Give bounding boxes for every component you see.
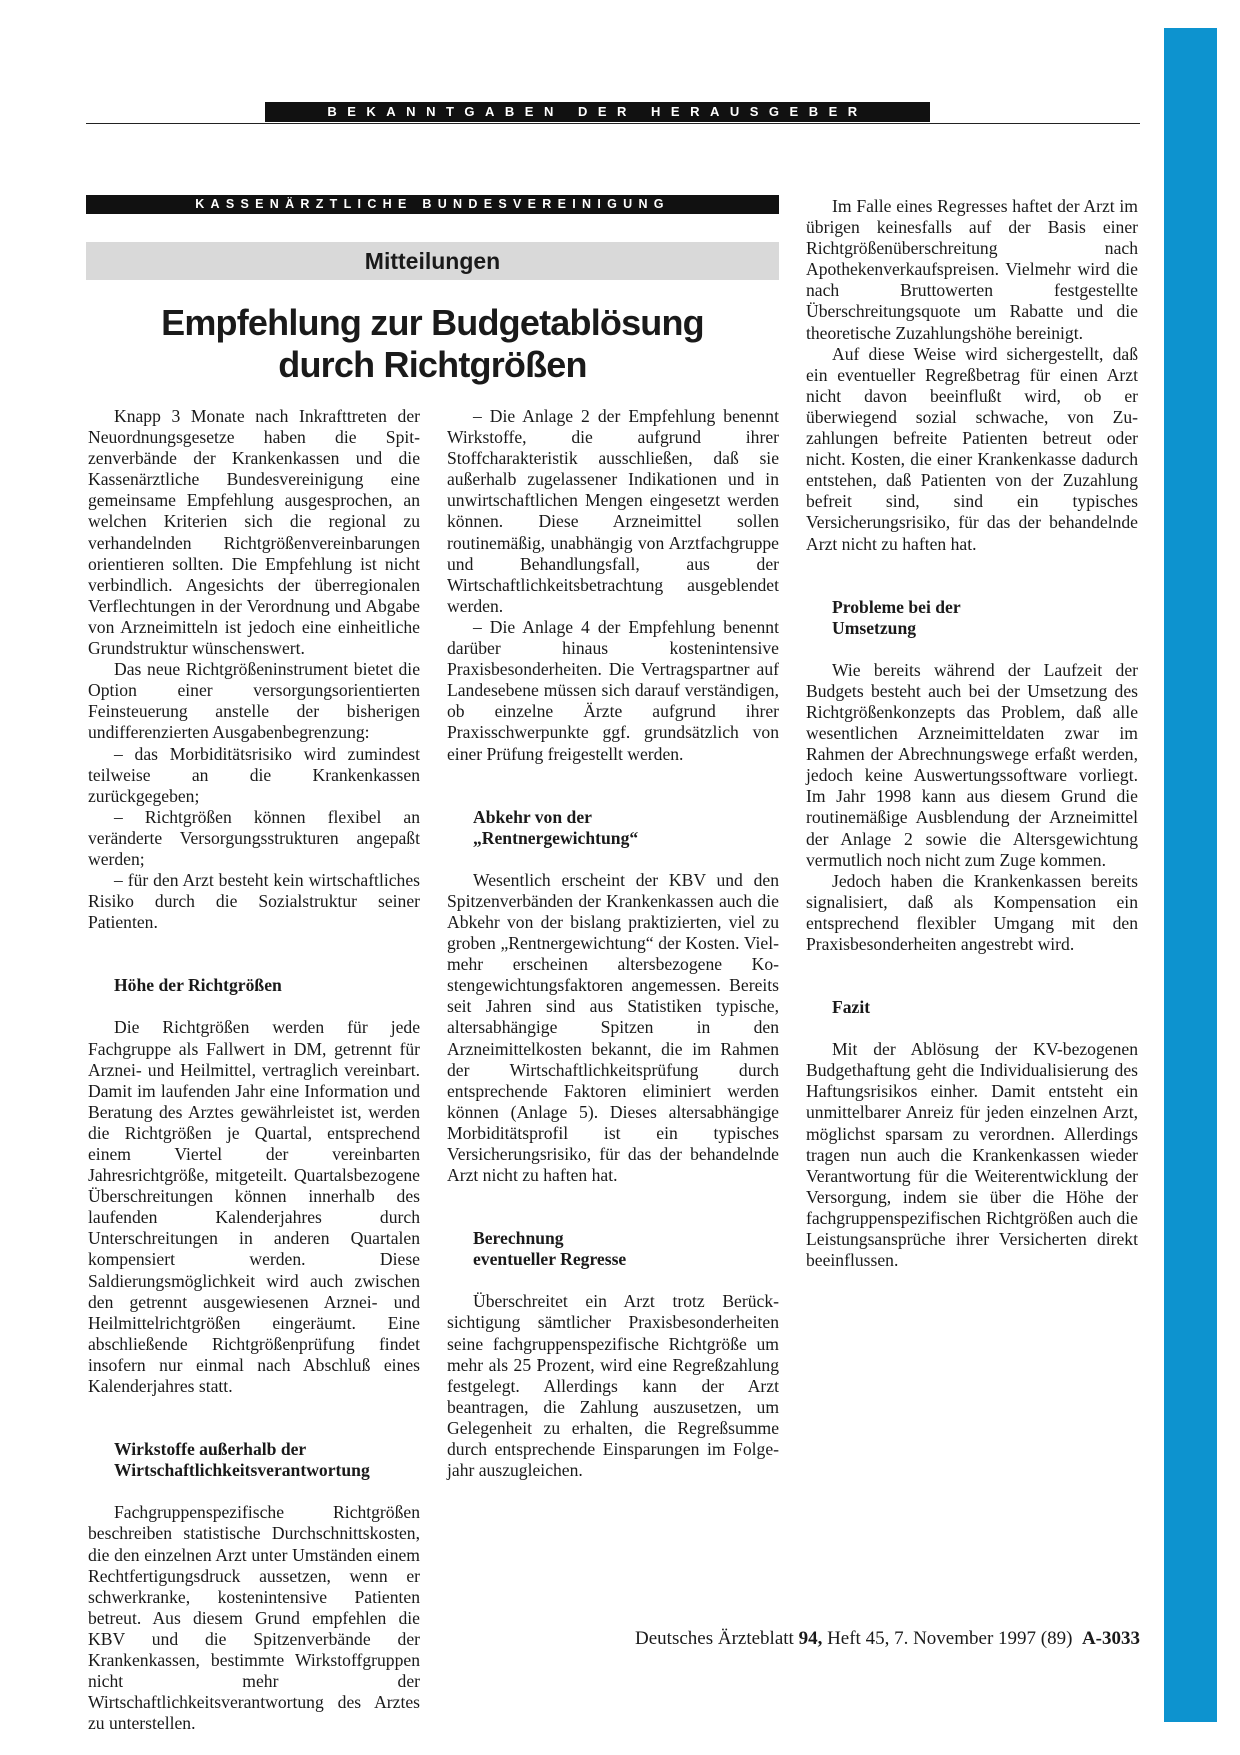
header-rule xyxy=(86,123,1140,124)
section-heading: Höhe der Richtgrößen xyxy=(114,975,282,996)
issue-info: Heft 45, 7. November 1997 (89) xyxy=(827,1628,1073,1649)
heading-line: Probleme bei der xyxy=(832,596,961,617)
paragraph: Wie bereits während der Laufzeit der Budgets besteht auch bei der Umsetzung des Richtgrößenkonzepts das Problem, daß alle wesentlichen Arzneimitteldaten zwar im Rahmen der Abrechnungswege erfaßt werden, jedoch keine Auswertungssoftware vorliegt. Im Jahr 1998 kann aus diesem Grund die routinemäßige Ausblendung der Arzneimittel der Anlage 2 sowie die Altersgewichtung vermutlich noch nicht zum Zuge kommen. xyxy=(806,659,1138,870)
heading-line: „Rentnergewichtung“ xyxy=(473,827,639,848)
column-1 xyxy=(88,406,420,1734)
list-item: – Richtgrößen können flexibel an veränderte Versorgungsstrukturen angepaßt werden; xyxy=(88,806,420,869)
list-item: – für den Arzt besteht kein wirtschaftliches Risiko durch die Sozialstruktur seiner Patienten. xyxy=(88,870,420,933)
column-3 xyxy=(806,196,1138,1271)
paragraph: – Die Anlage 2 der Empfehlung benennt Wirkstoffe, die aufgrund ihrer Stoffcharakteristik ausschließen, daß sie außerhalb zugelassener Indikationen und in unwirtschaftlichen Mengen eingesetzt werden können. Diese Arzneimittel sollen routinemäßig, unabhängig von Arztfachgruppe und Behandlungsfall, aus der Wirtschaftlichkeitsbetrachtung ausgeblendet werden. xyxy=(447,406,779,616)
journal-name: Deutsches Ärzteblatt xyxy=(635,1628,794,1649)
paragraph: Wesentlich erscheint der KBV und den Spitzenverbänden der Krankenkassen auch die Abkehr von der bislang praktizierten, viel zu groben „Rentnergewichtung“ der Kosten. Vielmehr erscheinen altersbezogene Kostengewichtungsfaktoren angemessen. Bereits seit Jahren sind aus Statistiken typische, altersabhängige Spitzen in den Arzneimittelkosten bekannt, die im Rahmen der Wirtschaftlichkeitsprüfung durch entsprechende Faktoren eliminiert werden können (Anlage 5). Dieses altersabhängige Morbiditätsprofil ist ein typisches Versicherungsrisiko, für das der behandelnde Arzt nicht zu haften hat. xyxy=(447,869,779,1186)
section-heading xyxy=(806,597,1138,639)
heading-line: Wirkstoffe außerhalb der xyxy=(114,1439,307,1460)
paragraph: Mit der Ablösung der KV-bezogenen Budgethaftung geht die Individualisierung des Haftungsrisikos einher. Damit entsteht ein unmittelbarer Anreiz für jeden einzelnen Arzt, möglichst sparsam zu verordnen. Allerdings tragen nun auch die Krankenkassen wieder Verantwortung für die Weiterentwicklung der Versorgung, indem sie über die Höhe der fachgruppenspezifischen Richtgrößen auch die Leistungsansprüche ihrer Versicherten direkt beeinflussen. xyxy=(806,1039,1138,1271)
heading-line: Wirtschaftlichkeitsverantwortung xyxy=(114,1460,370,1481)
section-heading xyxy=(447,1228,779,1270)
paragraph: Fachgruppenspezifische Richtgrößen beschreiben statistische Durchschnittskosten, die den einzelnen Arzt unter Umständen einem Rechtfertigungsdruck aussetzen, wenn er schwerkranke, kostenintensive Patienten betreut. Aus diesem Grund empfehlen die KBV und die Spitzenverbände der Krankenkassen, bestimmte Wirkstoffgruppen nicht mehr der Wirtschaftlichkeitsverantwortung des Arztes zu unterstellen. xyxy=(88,1502,420,1734)
paragraph: – Die Anlage 4 der Empfehlung benennt darüber hinaus kostenintensive Praxisbesonderheiten. Die Vertragspartner auf Landesebene müssen sich darauf verständigen, ob einzelne Ärzte aufgrund ihrer Praxisschwerpunkte ggf. grundsätzlich von einer Prüfung freigestellt werden. xyxy=(447,616,779,764)
paragraph: Im Falle eines Regresses haftet der Arzt im übrigen keinesfalls auf der Basis einer Richtgrößenüberschreitung nach Apothekenverkaufspreisen. Vielmehr wird die nach Bruttowerten festgestellte Überschreitungsquote um Rabatte und die theoretische Zuzahlungshöhe bereinigt. xyxy=(806,196,1138,343)
heading-line: eventueller Regresse xyxy=(473,1249,627,1270)
paragraph: Jedoch haben die Krankenkassen bereits signalisiert, daß als Kompensation ein entsprechend flexibler Umgang mit den Praxisbesonderheiten angestrebt wird. xyxy=(806,870,1138,954)
paragraph: Knapp 3 Monate nach Inkrafttreten der Neuordnungsgesetze haben die Spitzenverbände der Krankenkassen und die Kassenärztliche Bundesvereinigung eine gemeinsame Empfehlung ausgesprochen, an welchen Kriterien sich die regional zu verhandelnden Richtgrößenvereinbarungen orientieren sollten. Die Empfehlung ist nicht verbindlich. Angesichts der überregionalen Verflechtungen in der Verordnung und Abgabe von Arzneimitteln ist jedoch eine einheitliche Grundstruktur wünschenswert. xyxy=(88,406,420,659)
section-heading: Fazit xyxy=(832,997,871,1018)
section-heading xyxy=(447,807,779,849)
paragraph: Die Richtgrößen werden für jede Fachgruppe als Fallwert in DM, getrennt für Arznei- und Heilmittel, vertraglich vereinbart. Damit im laufenden Jahr eine Information und Beratung des Arztes gewährleistet ist, werden die Richtgrößen je Quartal, entsprechend einem Viertel der vereinbarten Jahresrichtgröße, mitgeteilt. Quartalsbezogene Überschreitungen können innerhalb des laufenden Kalenderjahres durch Unterschreitungen in anderen Quartalen kompensiert werden. Diese Saldierungsmöglichkeit wird auch zwischen den getrennt ausgewiesenen Arznei- und Heilmittelrichtgrößen eingeräumt. Eine abschließende Richtgrößenprüfung findet insofern nur einmal nach Abschluß eines Kalenderjahres statt. xyxy=(88,1017,420,1397)
article-title xyxy=(86,302,779,386)
heading-line: Berechnung xyxy=(473,1228,564,1249)
paragraph: Auf diese Weise wird sichergestellt, daß ein eventueller Regreßbetrag für einen Arzt nicht davon beeinflußt wird, ob er überwiegend sozial schwache, von Zuzahlungen befreite Patienten betreut oder nicht. Kosten, die einer Krankenkasse dadurch entstehen, daß Patienten von der Zuzahlung befreit sind, sind ein typisches Versicherungsrisiko, für das der behandelnde Arzt nicht zu haften hat. xyxy=(806,343,1138,554)
volume-number: 94, xyxy=(798,1628,823,1649)
column-2 xyxy=(447,406,779,1481)
rubric-label: Mitteilungen xyxy=(86,242,779,280)
section-heading xyxy=(88,1439,420,1481)
title-line-2: durch Richtgrößen xyxy=(278,344,587,385)
paragraph: Das neue Richtgrößeninstrument bietet die Option einer versorgungsorientierten Feinsteuerung anstelle der bisherigen undifferenzierten Ausgabenbegrenzung: xyxy=(88,659,420,743)
page-footer xyxy=(635,1628,1140,1650)
side-color-bar xyxy=(1164,28,1217,1722)
heading-line: Abkehr von der xyxy=(473,806,592,827)
paragraph: Überschreitet ein Arzt trotz Berücksichtigung sämtlicher Praxisbesonderheiten seine fachgruppenspezifische Richtgröße um mehr als 25 Prozent, wird eine Regreßzahlung festgelegt. Allerdings kann der Arzt beantragen, die Zahlung auszusetzen, um Gelegenheit zu erhalten, die Regreßsumme durch entsprechende Einsparungen im Folgejahr auszugleichen. xyxy=(447,1291,779,1481)
section-banner: BEKANNTGABEN DER HERAUSGEBER xyxy=(265,102,930,122)
kbv-banner: KASSENÄRZTLICHE BUNDESVEREINIGUNG xyxy=(86,195,779,214)
page-number: A-3033 xyxy=(1081,1628,1140,1649)
title-line-1: Empfehlung zur Budgetablösung xyxy=(161,302,704,343)
list-item: – das Morbiditätsrisiko wird zumindest teilweise an die Krankenkassen zurückgegeben; xyxy=(88,743,420,806)
heading-line: Umsetzung xyxy=(832,617,917,638)
